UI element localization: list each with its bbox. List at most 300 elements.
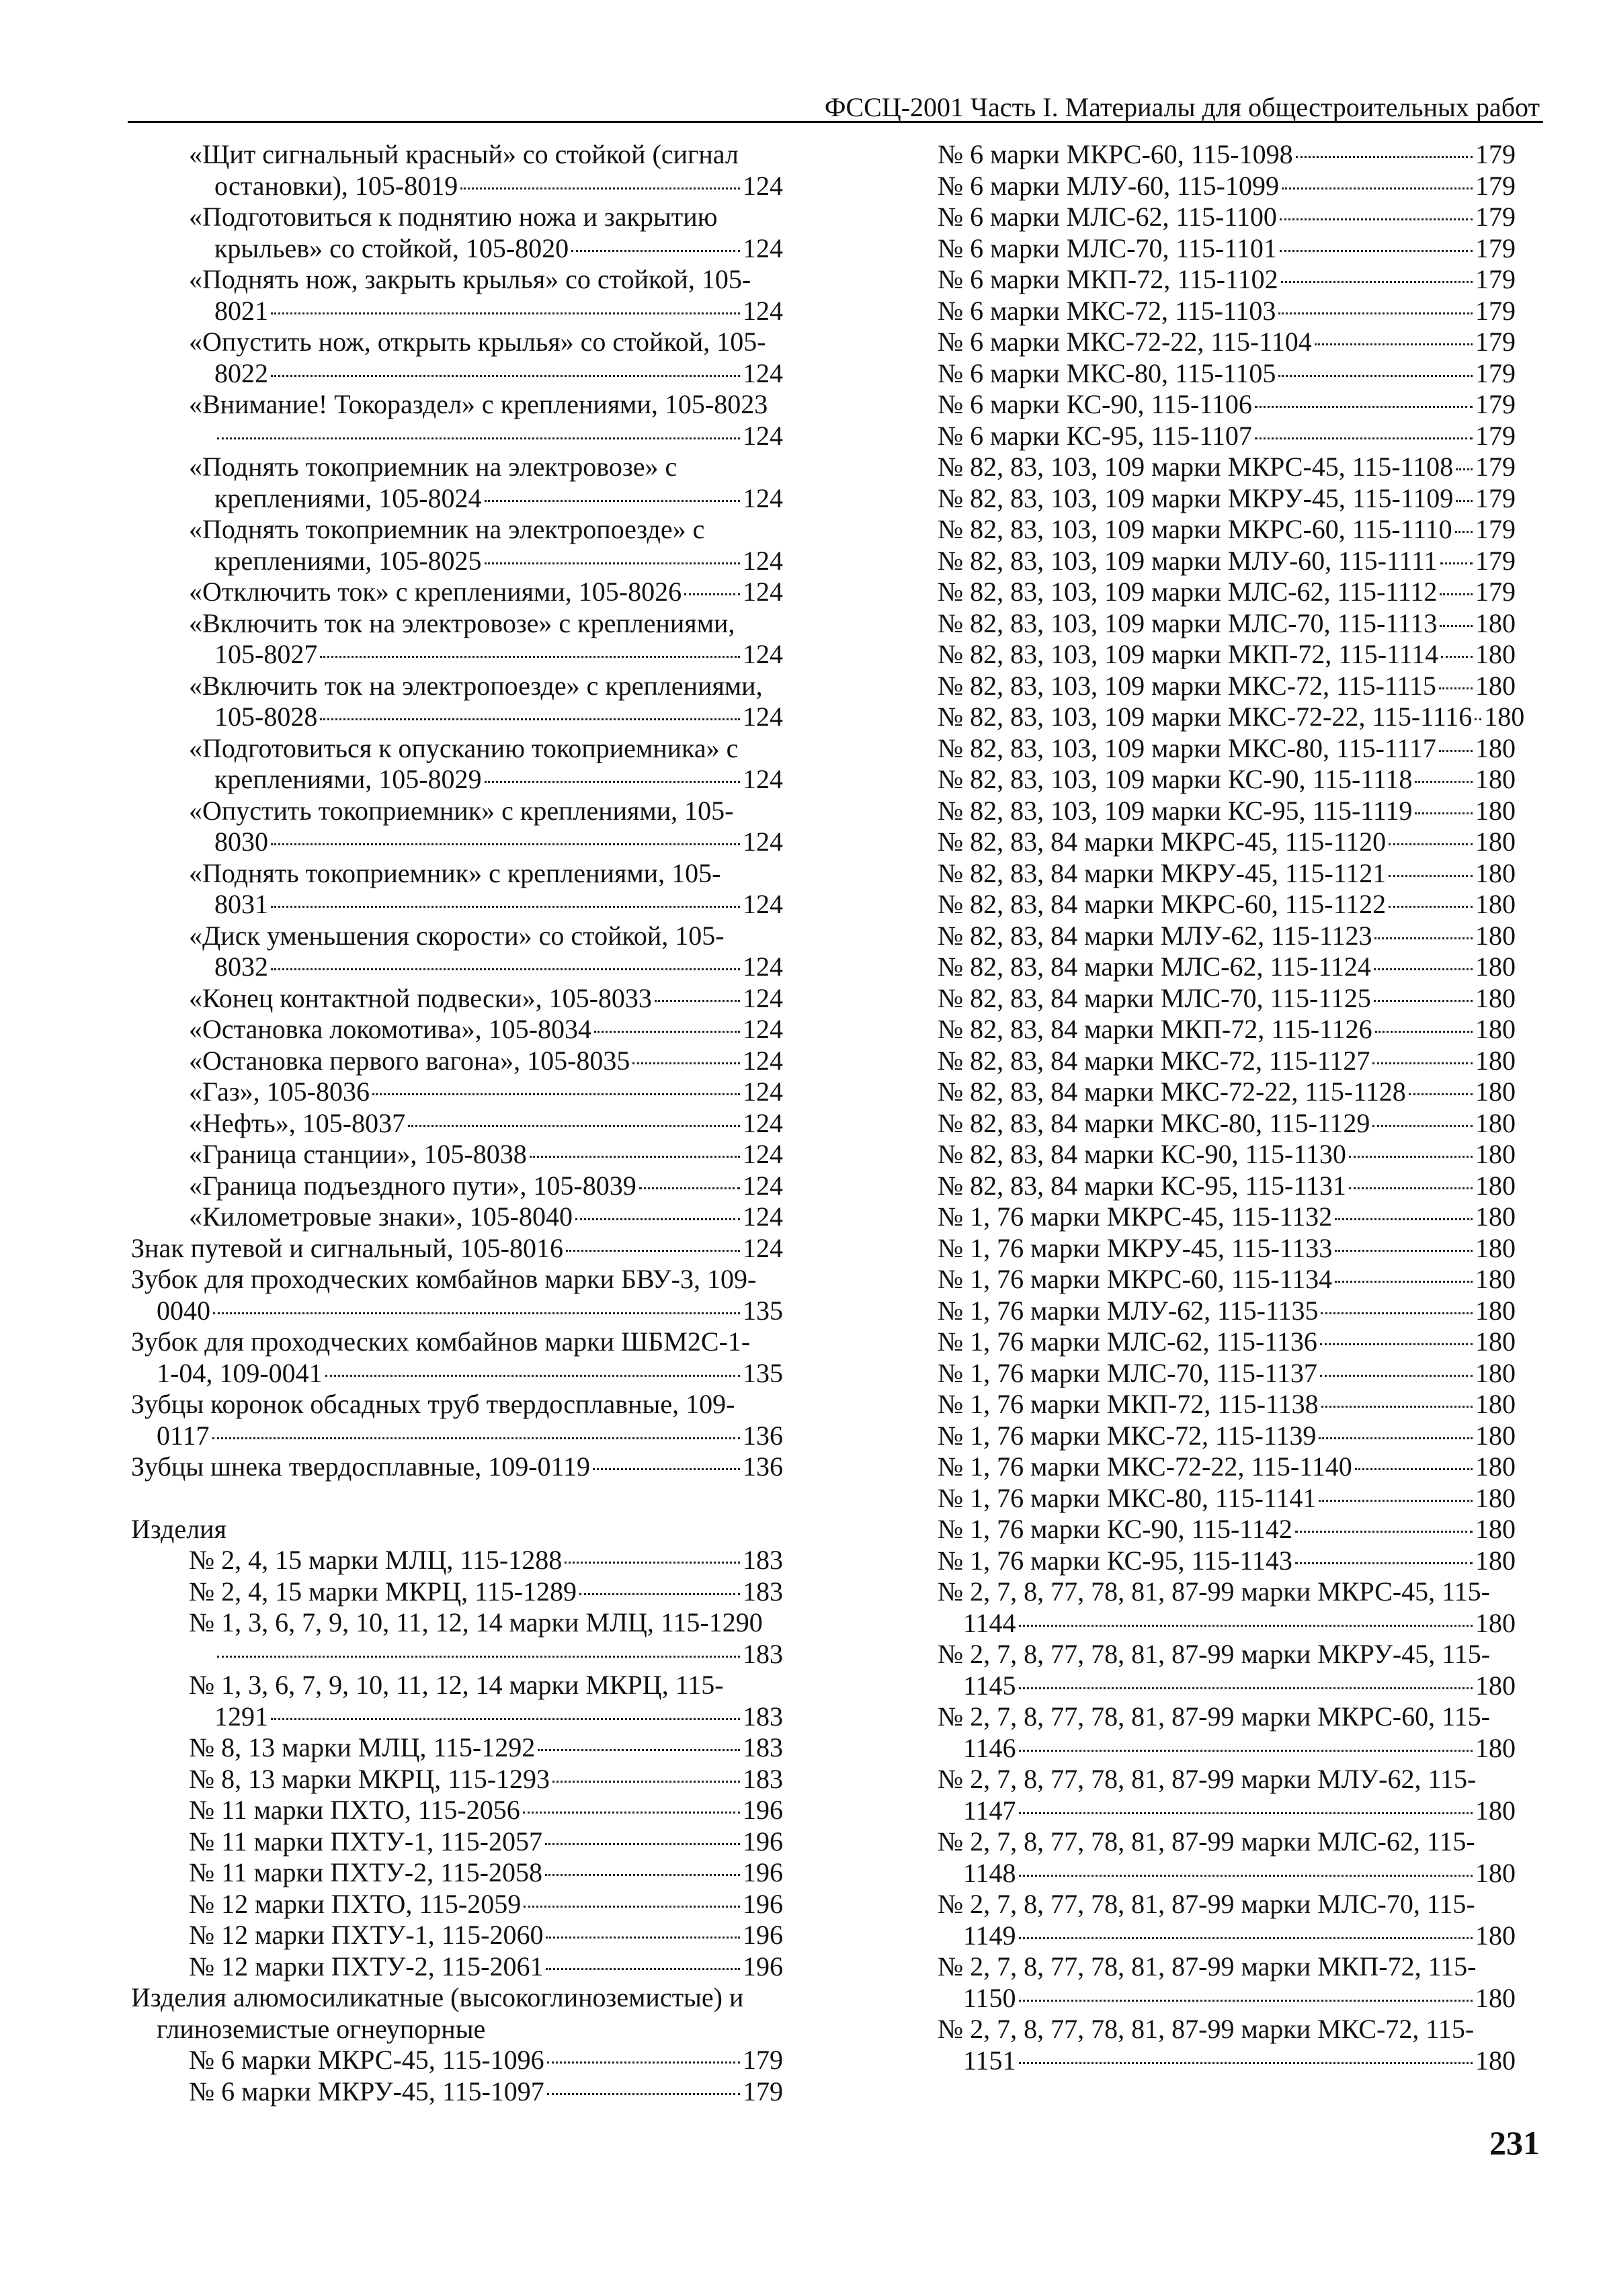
dot-leader (213, 1312, 740, 1314)
entry-text: № 82, 83, 103, 109 марки МКС-72, 115-1115 (938, 670, 1436, 701)
index-entry (131, 1732, 783, 1764)
entry-text: «Поднять токоприемник на электровозе» с (189, 452, 677, 482)
entry-page-number: 124 (743, 1170, 783, 1201)
entry-text: № 2, 7, 8, 77, 78, 81, 87-99 марки МКРС-45, 115- (938, 1576, 1490, 1607)
index-entry (938, 233, 1516, 265)
entry-text: Зубцы шнека твердосплавные, 109-0119 (131, 1451, 591, 1482)
entry-text: № 1, 76 марки МЛУ-62, 115-1135 (938, 1295, 1319, 1326)
dot-leader (1439, 750, 1473, 752)
dot-leader (1372, 1062, 1473, 1064)
dot-leader (547, 2093, 740, 2095)
entry-text: «Остановка первого вагона», 105-8035 (189, 1045, 630, 1076)
entry-text: № 6 марки МКРС-45, 115-1096 (189, 2045, 544, 2075)
entry-page-number: 183 (743, 1576, 783, 1607)
dot-leader (566, 1250, 740, 1252)
entry-text: 1144 (963, 1607, 1016, 1638)
dot-leader (1255, 437, 1473, 439)
entry-text: № 1, 76 марки МЛС-70, 115-1137 (938, 1357, 1317, 1388)
dot-leader (1019, 1875, 1473, 1877)
entry-text: 105-8027 (214, 639, 318, 669)
index-entry (938, 1326, 1516, 1358)
dot-leader (1295, 1562, 1473, 1564)
entry-text: «Конец контактной подвески», 105-8033 (189, 982, 652, 1013)
entry-text: № 82, 83, 84 марки МКП-72, 115-1126 (938, 1014, 1372, 1044)
dot-leader (1389, 906, 1473, 908)
entry-text: № 82, 83, 103, 109 марки МКС-72-22, 115-1116 (938, 701, 1473, 732)
entry-text: 1149 (963, 1920, 1016, 1951)
dot-leader (1374, 937, 1473, 939)
entry-text: «Подготовиться к поднятию ножа и закрытию (189, 202, 718, 232)
entry-page-number: 124 (743, 1201, 783, 1232)
index-entry (131, 1046, 783, 1077)
entry-page-number: 180 (1475, 1482, 1516, 1513)
dot-leader (212, 1437, 740, 1439)
entry-text: № 1, 76 марки МКРС-45, 115-1132 (938, 1201, 1333, 1232)
dot-leader (460, 187, 740, 189)
entry-text: № 82, 83, 103, 109 марки МЛС-70, 115-1113 (938, 607, 1438, 638)
index-entry (938, 358, 1516, 390)
entry-page-number: 124 (743, 232, 783, 263)
entry-page-number: 196 (743, 1888, 783, 1919)
entry-text: № 82, 83, 103, 109 марки МКРС-60, 115-1110 (938, 514, 1452, 544)
index-entry (938, 733, 1516, 765)
entry-text: 1145 (963, 1670, 1016, 1701)
index-entry (131, 1389, 783, 1451)
entry-page-number: 124 (743, 1045, 783, 1076)
entry-text: «Включить ток на электровозе» с креплениями, (189, 607, 735, 638)
index-entry (131, 1326, 783, 1389)
dot-leader (271, 375, 740, 377)
index-entry (938, 1639, 1516, 1701)
index-entry (938, 2014, 1516, 2076)
dot-leader (546, 1937, 740, 1939)
dot-leader (1415, 812, 1473, 814)
index-entry (938, 202, 1516, 233)
index-entry (131, 671, 783, 733)
entry-text: № 11 марки ПХТО, 115-2056 (189, 1795, 520, 1825)
entry-page-number: 196 (743, 1826, 783, 1857)
index-entry (131, 2076, 783, 2108)
entry-text: Знак путевой и сигнальный, 105-8016 (131, 1232, 563, 1263)
entry-text: 105-8028 (214, 701, 318, 732)
entry-text: № 82, 83, 103, 109 марки МКРУ-45, 115-1109 (938, 482, 1454, 513)
index-entry (131, 1014, 783, 1046)
entry-text: 1291 (214, 1701, 268, 1732)
index-entry (131, 1920, 783, 1951)
dot-leader (1415, 781, 1473, 783)
index-entry (938, 327, 1516, 358)
entry-text: № 82, 83, 84 марки МЛУ-62, 115-1123 (938, 920, 1372, 951)
dot-leader (545, 1874, 740, 1876)
index-entry (131, 202, 783, 264)
index-entry (131, 1857, 783, 1889)
index-column-right (938, 139, 1525, 2076)
dot-leader (575, 1218, 740, 1220)
dot-leader (1389, 843, 1473, 845)
index-entry (938, 921, 1516, 952)
index-entry (131, 983, 783, 1015)
index-entry (938, 171, 1516, 202)
entry-text: № 1, 76 марки МЛС-62, 115-1136 (938, 1326, 1317, 1357)
entry-text: Зубок для проходческих комбайнов марки БВУ-3, 109- (131, 1264, 757, 1294)
entry-page-number: 179 (1475, 482, 1516, 513)
entry-text: № 82, 83, 103, 109 марки КС-90, 115-1118 (938, 764, 1413, 794)
entry-page-number: 180 (1475, 1264, 1516, 1294)
dot-leader (271, 1718, 740, 1720)
entry-text: № 6 марки МКС-72, 115-1103 (938, 295, 1276, 326)
index-entry (938, 389, 1516, 421)
index-entry (938, 1139, 1516, 1171)
entry-text: № 6 марки КС-90, 115-1106 (938, 389, 1252, 419)
dot-leader (1374, 1000, 1473, 1002)
entry-text: креплениями, 105-8024 (214, 482, 482, 513)
index-entry (938, 1171, 1516, 1202)
entry-text: № 82, 83, 84 марки МЛС-70, 115-1125 (938, 982, 1371, 1013)
entry-text: № 82, 83, 84 марки МКРС-45, 115-1120 (938, 826, 1387, 857)
entry-text: № 82, 83, 103, 109 марки МКРС-45, 115-1108 (938, 452, 1454, 482)
entry-text: «Поднять токоприемник на электропоезде» с (189, 514, 705, 544)
dot-leader (1321, 1406, 1473, 1408)
entry-page-number: 180 (1475, 889, 1516, 919)
dot-leader (1315, 343, 1473, 345)
index-entry (131, 1764, 783, 1795)
dot-leader (320, 718, 740, 720)
entry-text: № 1, 76 марки МКРУ-45, 115-1133 (938, 1232, 1333, 1263)
entry-page-number: 124 (743, 1076, 783, 1107)
index-column-left (131, 139, 783, 2107)
entry-text: «Поднять токоприемник» с креплениями, 105- (189, 857, 721, 888)
entry-page-number: 180 (1475, 1607, 1516, 1638)
entry-page-number: 183 (743, 1763, 783, 1794)
entry-text: № 6 марки МЛС-70, 115-1101 (938, 232, 1277, 263)
entry-page-number: 179 (1475, 264, 1516, 294)
dot-leader (320, 656, 740, 658)
index-entry (131, 1171, 783, 1202)
entry-text: № 1, 76 марки МКП-72, 115-1138 (938, 1389, 1319, 1419)
entry-text: № 1, 76 марки КС-90, 115-1142 (938, 1514, 1292, 1544)
entry-page-number: 124 (743, 982, 783, 1013)
entry-page-number: 180 (1475, 1014, 1516, 1044)
index-entry (131, 858, 783, 921)
index-entry (131, 452, 783, 514)
entry-text: № 82, 83, 84 марки МКС-72, 115-1127 (938, 1045, 1370, 1076)
entry-page-number: 180 (1475, 1451, 1516, 1482)
entry-text: № 6 марки МКС-72-22, 115-1104 (938, 327, 1312, 357)
dot-leader (1280, 218, 1473, 220)
dot-leader (1281, 281, 1473, 283)
entry-page-number: 180 (1475, 1232, 1516, 1263)
index-entry (938, 764, 1516, 796)
index-entry (131, 608, 783, 671)
entry-text: № 11 марки ПХТУ-2, 115-2058 (189, 1857, 542, 1887)
entry-page-number: 179 (1475, 170, 1516, 201)
entry-text: «Поднять нож, закрыть крылья» со стойкой, 105- (189, 264, 751, 294)
entry-page-number: 183 (743, 1545, 783, 1575)
entry-page-number: 180 (1475, 1201, 1516, 1232)
index-entry (938, 296, 1516, 327)
dot-leader (1475, 718, 1481, 720)
dot-leader (547, 2061, 740, 2064)
dot-leader (1296, 156, 1473, 158)
entry-page-number: 180 (1475, 982, 1516, 1013)
index-entry (938, 139, 1516, 171)
index-entry (938, 577, 1516, 608)
dot-leader (1335, 1250, 1473, 1252)
dot-leader (271, 906, 740, 908)
index-entry (938, 1295, 1516, 1327)
entry-page-number: 179 (1475, 577, 1516, 607)
entry-text: № 6 марки КС-95, 115-1107 (938, 420, 1252, 451)
index-entry (131, 1076, 783, 1108)
index-entry (131, 1201, 783, 1233)
entry-text: «Отключить ток» с креплениями, 105-8026 (189, 577, 682, 607)
dot-leader (1441, 656, 1473, 658)
entry-text: № 82, 83, 103, 109 марки МЛУ-60, 115-1111 (938, 545, 1438, 576)
entry-page-number: 180 (1475, 1795, 1516, 1826)
entry-page-number: 124 (743, 482, 783, 513)
dot-leader (1320, 1343, 1473, 1345)
entry-page-number: 196 (743, 1951, 783, 1982)
index-entry (938, 1201, 1516, 1233)
dot-leader (565, 1562, 740, 1564)
entry-text: 1150 (963, 1982, 1016, 2013)
entry-page-number: 124 (743, 701, 783, 732)
page-number: 231 (1489, 2124, 1540, 2162)
entry-page-number: 180 (1475, 1732, 1516, 1763)
entry-text: № 82, 83, 84 марки КС-90, 115-1130 (938, 1139, 1346, 1169)
dot-leader (485, 562, 740, 564)
entry-text: № 1, 3, 6, 7, 9, 10, 11, 12, 14 марки МКРЦ, 115- (189, 1670, 724, 1700)
index-entry (131, 796, 783, 858)
index-entry (938, 264, 1516, 296)
entry-text: глиноземистые огнеупорные (157, 2013, 486, 2044)
section-gap (131, 1483, 783, 1514)
index-entry (938, 1764, 1516, 1826)
index-entry (131, 1607, 783, 1670)
entry-text: № 82, 83, 103, 109 марки МКС-80, 115-1117 (938, 732, 1436, 763)
index-entry (938, 858, 1516, 890)
dot-leader (1389, 875, 1473, 877)
dot-leader (271, 843, 740, 845)
entry-text: № 82, 83, 84 марки МКРУ-45, 115-1121 (938, 857, 1387, 888)
entry-text: 1147 (963, 1795, 1016, 1826)
index-entry (938, 983, 1516, 1015)
entry-text: «Граница станции», 105-8038 (189, 1139, 527, 1169)
entry-text: «Километровые знаки», 105-8040 (189, 1201, 573, 1232)
entry-text: «Граница подъездного пути», 105-8039 (189, 1170, 636, 1201)
entry-text: «Щит сигнальный красный» со стойкой (сигнал (189, 139, 739, 169)
dot-leader (655, 1000, 740, 1002)
dot-leader (1456, 468, 1473, 470)
index-entry (938, 639, 1516, 671)
dot-leader (1278, 312, 1473, 314)
dot-leader (1019, 1750, 1473, 1752)
dot-leader (538, 1749, 740, 1751)
dot-leader (485, 781, 740, 783)
entry-text: «Внимание! Токораздел» с креплениями, 105-8023 (189, 389, 768, 419)
index-entry (131, 1233, 783, 1265)
entry-page-number: 179 (1475, 139, 1516, 169)
dot-leader (545, 1843, 740, 1845)
entry-text: «Опустить нож, открыть крылья» со стойкой, 105- (189, 327, 766, 357)
entry-page-number: 179 (1475, 202, 1516, 232)
index-entry (131, 327, 783, 389)
entry-text: № 6 марки МКРС-60, 115-1098 (938, 139, 1293, 169)
entry-text: № 6 марки МКРУ-45, 115-1097 (189, 2076, 544, 2107)
index-entry (938, 1264, 1516, 1295)
index-entry (938, 1576, 1516, 1639)
entry-page-number: 124 (743, 1232, 783, 1263)
dot-leader (684, 593, 740, 595)
entry-page-number: 179 (1475, 295, 1516, 326)
index-entry (131, 577, 783, 608)
entry-text: «Опустить токоприемник» с креплениями, 105- (189, 795, 734, 826)
dot-leader (593, 1468, 740, 1470)
entry-page-number: 124 (743, 170, 783, 201)
dot-leader (1440, 562, 1473, 564)
entry-page-number: 180 (1475, 826, 1516, 857)
entry-page-number: 124 (743, 826, 783, 857)
entry-page-number: 124 (743, 1107, 783, 1138)
index-entry (938, 889, 1516, 921)
entry-page-number: 180 (1475, 670, 1516, 701)
dot-leader (1019, 2000, 1473, 2002)
entry-page-number: 124 (743, 295, 783, 326)
entry-text: 8030 (214, 826, 268, 857)
entry-text: «Подготовиться к опусканию токоприемника» с (189, 732, 739, 763)
entry-page-number: 196 (743, 1795, 783, 1825)
entry-text: № 82, 83, 84 марки МКС-80, 115-1129 (938, 1107, 1370, 1138)
index-heading (131, 1514, 783, 1545)
dot-leader (1456, 500, 1473, 502)
index-entry (938, 1514, 1516, 1545)
index-entry (938, 1014, 1516, 1046)
entry-text: 1151 (963, 2045, 1016, 2076)
index-heading (131, 1982, 783, 2045)
dot-leader (1455, 531, 1473, 533)
dot-leader (1349, 1156, 1473, 1158)
index-entry (131, 2045, 783, 2076)
index-entry (131, 1826, 783, 1858)
entry-page-number: 180 (1475, 1107, 1516, 1138)
entry-page-number: 135 (743, 1295, 783, 1326)
dot-leader (271, 968, 740, 970)
entry-page-number: 180 (1475, 1357, 1516, 1388)
entry-page-number: 124 (743, 639, 783, 669)
index-entry (131, 1264, 783, 1326)
entry-page-number: 180 (1475, 951, 1516, 982)
dot-leader (217, 437, 740, 439)
entry-page-number: 179 (1475, 452, 1516, 482)
entry-text: № 2, 7, 8, 77, 78, 81, 87-99 марки МКС-72, 115- (938, 2014, 1475, 2044)
entry-text: № 11 марки ПХТУ-1, 115-2057 (189, 1826, 542, 1857)
entry-text: остановки), 105-8019 (214, 170, 458, 201)
entry-text: № 6 марки МЛУ-60, 115-1099 (938, 170, 1279, 201)
entry-page-number: 180 (1475, 920, 1516, 951)
entry-text: № 2, 7, 8, 77, 78, 81, 87-99 марки МКРУ-45, 115- (938, 1639, 1491, 1669)
entry-page-number: 179 (1475, 514, 1516, 544)
index-entry (131, 1451, 783, 1483)
index-entry (938, 1389, 1516, 1420)
dot-leader (1321, 1312, 1473, 1314)
entry-page-number: 124 (743, 889, 783, 919)
entry-text: № 82, 83, 103, 109 марки КС-95, 115-1119 (938, 795, 1413, 826)
entry-page-number: 179 (1475, 420, 1516, 451)
dot-leader (523, 1812, 740, 1814)
entry-text: № 2, 7, 8, 77, 78, 81, 87-99 марки МЛУ-62, 115- (938, 1764, 1477, 1794)
index-entry (938, 1889, 1516, 1951)
entry-text: № 1, 76 марки КС-95, 115-1143 (938, 1545, 1292, 1576)
entry-page-number: 180 (1475, 607, 1516, 638)
entry-text: № 82, 83, 84 марки МЛС-62, 115-1124 (938, 951, 1371, 982)
entry-page-number: 124 (743, 545, 783, 576)
entry-text: № 1, 76 марки МКС-72, 115-1139 (938, 1420, 1317, 1451)
index-entry (938, 951, 1516, 983)
dot-leader (1319, 1500, 1473, 1502)
entry-page-number: 196 (743, 1920, 783, 1950)
entry-text: 1148 (963, 1857, 1016, 1888)
dot-leader (1019, 1937, 1473, 1939)
entry-text: № 2, 7, 8, 77, 78, 81, 87-99 марки МКРС-60, 115- (938, 1701, 1490, 1732)
dot-leader (1280, 250, 1473, 252)
dot-leader (1355, 1468, 1473, 1470)
entry-text: № 12 марки ПХТО, 115-2059 (189, 1888, 522, 1919)
index-entry (938, 421, 1516, 452)
entry-text: 8022 (214, 357, 268, 388)
dot-leader (1439, 687, 1473, 689)
entry-text: Зубок для проходческих комбайнов марки ШБМ2С-1- (131, 1326, 751, 1357)
dot-leader (1440, 593, 1473, 595)
entry-text: № 2, 7, 8, 77, 78, 81, 87-99 марки МКП-72, 115- (938, 1951, 1477, 1982)
entry-text: 1146 (963, 1732, 1016, 1763)
index-entry (938, 671, 1516, 702)
dot-leader (632, 1062, 740, 1064)
index-entry (938, 1046, 1516, 1077)
entry-page-number: 180 (1475, 1982, 1516, 2013)
entry-text: 0040 (157, 1295, 210, 1326)
index-entry (131, 1670, 783, 1732)
entry-text: креплениями, 105-8029 (214, 764, 482, 794)
index-entry (131, 1545, 783, 1576)
entry-text: № 82, 83, 84 марки МКС-72-22, 115-1128 (938, 1076, 1406, 1107)
dot-leader (485, 500, 740, 502)
index-entry (938, 826, 1516, 858)
dot-leader (524, 1906, 740, 1908)
index-entry (938, 1420, 1516, 1452)
index-entry (938, 483, 1516, 515)
index-entry (131, 1139, 783, 1171)
index-entry (131, 921, 783, 983)
entry-text: № 2, 7, 8, 77, 78, 81, 87-99 марки МЛС-70, 115- (938, 1889, 1475, 1919)
dot-leader (1295, 1531, 1473, 1533)
entry-page-number: 180 (1475, 639, 1516, 669)
entry-page-number: 124 (743, 420, 783, 451)
entry-text: 8021 (214, 295, 268, 326)
dot-leader (217, 1656, 740, 1658)
entry-page-number: 180 (1475, 1295, 1516, 1326)
entry-page-number: 180 (1475, 1670, 1516, 1701)
dot-leader (1335, 1218, 1473, 1220)
entry-text: Изделия алюмосиликатные (высокоглиноземистые) и (131, 1982, 744, 2012)
header-rule (128, 121, 1543, 123)
entry-text: № 82, 83, 103, 109 марки МЛС-62, 115-1112 (938, 577, 1438, 607)
index-entry (938, 701, 1525, 733)
dot-leader (1349, 1187, 1473, 1189)
index-entry (938, 1701, 1516, 1764)
index-entry (131, 264, 783, 327)
index-entry (938, 1233, 1516, 1265)
entry-text: № 1, 76 марки МКС-80, 115-1141 (938, 1482, 1317, 1513)
